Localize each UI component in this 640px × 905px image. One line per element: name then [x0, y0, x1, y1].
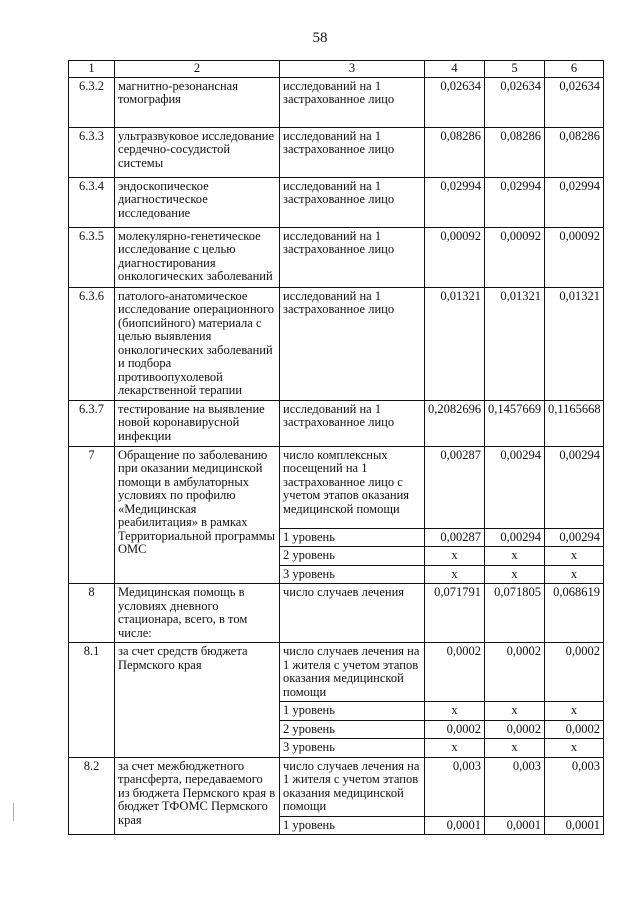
row-name: ультразвуковое исследование сердечно-сосудистой системы [115, 127, 280, 177]
value-col4: 0,02634 [425, 77, 485, 127]
value-col4: 0,02994 [425, 177, 485, 227]
value-col5: х [485, 702, 545, 721]
value-col4: 0,071791 [425, 584, 485, 643]
value-col5: 0,0002 [485, 720, 545, 739]
column-header: 4 [425, 61, 485, 78]
row-unit: исследований на 1 застрахованное лицо [280, 127, 425, 177]
row-name: за счет межбюджетного трансферта, передаваемого из бюджета Пермского края в бюджет ТФОМС Пермского края [115, 757, 280, 835]
value-col5: 0,0001 [485, 816, 545, 835]
row-name: за счет средств бюджета Пермского края [115, 643, 280, 758]
value-col4: 0,00287 [425, 528, 485, 547]
column-header: 1 [69, 61, 115, 78]
value-col6: 0,1165668 [545, 400, 604, 446]
row-number: 6.3.5 [69, 227, 115, 287]
table-row [69, 757, 604, 816]
row-unit: число случаев лечения [280, 584, 425, 643]
column-header: 3 [280, 61, 425, 78]
table-row [69, 77, 604, 127]
table-row [69, 177, 604, 227]
level-label: 3 уровень [280, 739, 425, 758]
value-col6: х [545, 739, 604, 758]
column-header: 5 [485, 61, 545, 78]
value-col6: 0,02994 [545, 177, 604, 227]
value-col5: 0,00294 [485, 528, 545, 547]
level-label: 1 уровень [280, 816, 425, 835]
value-col4: 0,0002 [425, 643, 485, 702]
column-header: 2 [115, 61, 280, 78]
row-number: 6.3.2 [69, 77, 115, 127]
row-unit: исследований на 1 застрахованное лицо [280, 77, 425, 127]
level-label: 2 уровень [280, 547, 425, 566]
row-number: 6.3.4 [69, 177, 115, 227]
row-name: патолого-анатомическое исследование операционного (биопсийного) материала с целью выявления онкологических заболеваний и подбора противоопухолевой лекарственной терапии [115, 287, 280, 400]
row-name: Обращение по заболеванию при оказании медицинской помощи в амбулаторных условиях по профилю «Медицинская реабилитация» в рамках Территориальной программы ОМС [115, 446, 280, 584]
value-col4: х [425, 702, 485, 721]
value-col6: 0,003 [545, 757, 604, 816]
value-col6: 0,02634 [545, 77, 604, 127]
row-unit: число случаев лечения на 1 жителя с учетом этапов оказания медицинской помощи [280, 643, 425, 702]
margin-mark [13, 803, 14, 821]
table-row [69, 643, 604, 702]
value-col4: х [425, 739, 485, 758]
row-unit: исследований на 1 застрахованное лицо [280, 400, 425, 446]
table-row [69, 446, 604, 528]
indicators-table [68, 60, 604, 835]
row-unit: число комплексных посещений на 1 застрахованное лицо с учетом этапов оказания медицинской помощи [280, 446, 425, 528]
table-row [69, 127, 604, 177]
value-col5: 0,02994 [485, 177, 545, 227]
row-name: магнитно-резонансная томография [115, 77, 280, 127]
row-unit: исследований на 1 застрахованное лицо [280, 227, 425, 287]
value-col4: 0,0001 [425, 816, 485, 835]
value-col4: 0,0002 [425, 720, 485, 739]
row-number: 8.1 [69, 643, 115, 758]
row-number: 6.3.3 [69, 127, 115, 177]
value-col5: х [485, 547, 545, 566]
table-row [69, 227, 604, 287]
value-col5: х [485, 739, 545, 758]
value-col5: 0,003 [485, 757, 545, 816]
value-col6: 0,00294 [545, 528, 604, 547]
value-col5: 0,01321 [485, 287, 545, 400]
table-row [69, 584, 604, 643]
table-header-row [69, 61, 604, 78]
row-name: молекулярно-генетическое исследование с целью диагностирования онкологических заболеваний [115, 227, 280, 287]
value-col4: 0,003 [425, 757, 485, 816]
value-col4: х [425, 547, 485, 566]
column-header: 6 [545, 61, 604, 78]
level-label: 3 уровень [280, 565, 425, 584]
row-name: тестирование на выявление новой коронавирусной инфекции [115, 400, 280, 446]
row-unit: число случаев лечения на 1 жителя с учетом этапов оказания медицинской помощи [280, 757, 425, 816]
value-col6: 0,068619 [545, 584, 604, 643]
value-col5: 0,071805 [485, 584, 545, 643]
value-col6: 0,01321 [545, 287, 604, 400]
row-number: 6.3.6 [69, 287, 115, 400]
value-col6: 0,0001 [545, 816, 604, 835]
table-row [69, 287, 604, 400]
value-col4: 0,08286 [425, 127, 485, 177]
value-col4: х [425, 565, 485, 584]
row-unit: исследований на 1 застрахованное лицо [280, 177, 425, 227]
value-col6: х [545, 702, 604, 721]
value-col4: 0,00287 [425, 446, 485, 528]
value-col6: х [545, 565, 604, 584]
level-label: 2 уровень [280, 720, 425, 739]
value-col6: 0,00092 [545, 227, 604, 287]
level-label: 1 уровень [280, 528, 425, 547]
row-name: Медицинская помощь в условиях дневного стационара, всего, в том числе: [115, 584, 280, 643]
value-col5: х [485, 565, 545, 584]
table-row [69, 400, 604, 446]
value-col5: 0,08286 [485, 127, 545, 177]
value-col6: 0,00294 [545, 446, 604, 528]
value-col5: 0,02634 [485, 77, 545, 127]
value-col4: 0,01321 [425, 287, 485, 400]
value-col6: х [545, 547, 604, 566]
value-col5: 0,00092 [485, 227, 545, 287]
row-unit: исследований на 1 застрахованное лицо [280, 287, 425, 400]
value-col6: 0,0002 [545, 643, 604, 702]
row-number: 8 [69, 584, 115, 643]
value-col4: 0,00092 [425, 227, 485, 287]
row-number: 8.2 [69, 757, 115, 835]
value-col6: 0,08286 [545, 127, 604, 177]
value-col6: 0,0002 [545, 720, 604, 739]
row-name: эндоскопическое диагностическое исследование [115, 177, 280, 227]
level-label: 1 уровень [280, 702, 425, 721]
value-col4: 0,2082696 [425, 400, 485, 446]
value-col5: 0,0002 [485, 643, 545, 702]
value-col5: 0,1457669 [485, 400, 545, 446]
page-number: 58 [312, 30, 328, 46]
row-number: 6.3.7 [69, 400, 115, 446]
value-col5: 0,00294 [485, 446, 545, 528]
row-number: 7 [69, 446, 115, 584]
